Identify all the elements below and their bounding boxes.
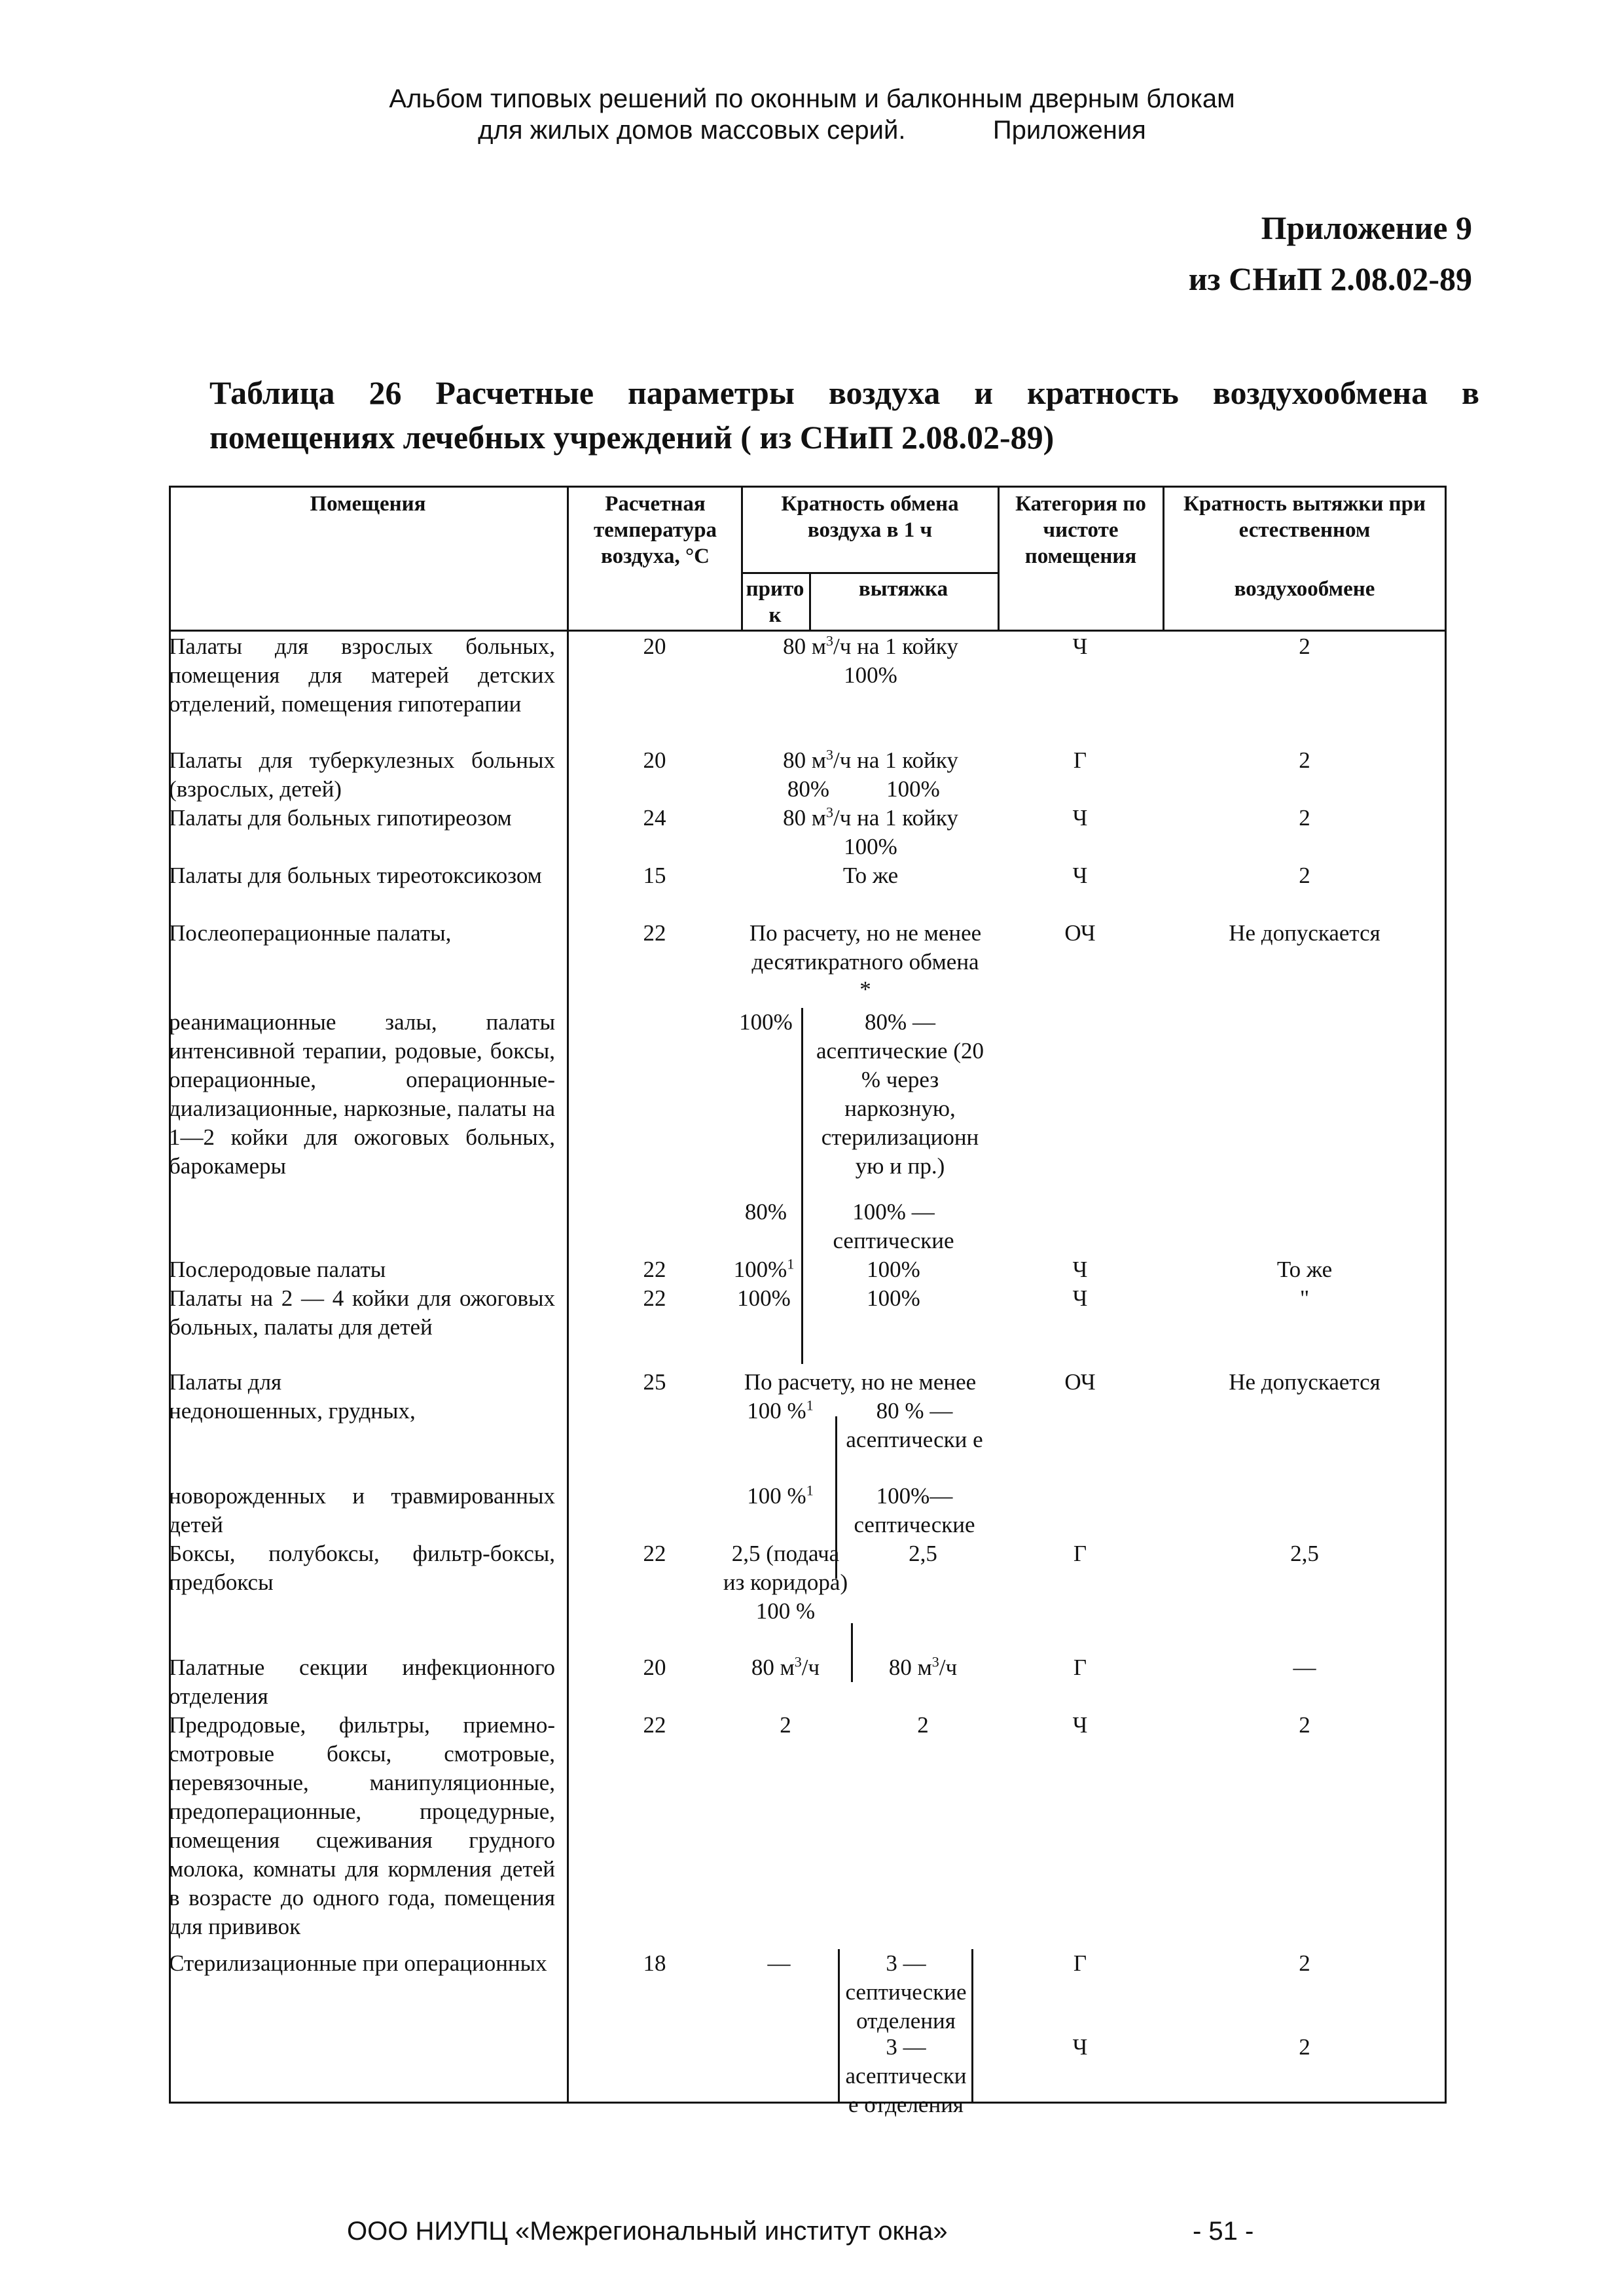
appendix-title: Приложение 9 bbox=[1261, 209, 1472, 246]
room-name: Предродовые, фильтры, приемно-смотровые боксы, смотровые, перевязочные, манипуляционные, предоперационные, процедурные, помещения сцеживания грудного молока, комнаты для кормления детей в возрасте до одного года, помещения для прививок bbox=[169, 1712, 555, 1939]
inflow-value: 2,5 (подача из коридора) 100 % bbox=[723, 1541, 848, 1624]
exchange-value bbox=[746, 632, 995, 661]
exhaust-value: 80% — асептические (20 % через наркозную, стерилизационн ую и пр.) bbox=[816, 1009, 984, 1179]
room-name: реанимационные залы, палаты интенсивной терапии, родовые, боксы, операционные, операционные-диализационные, наркозные, палаты на 1—2 койки для ожоговых больных, барокамеры bbox=[169, 1009, 555, 1179]
category-value: ОЧ bbox=[1064, 920, 1096, 946]
exchange-value bbox=[746, 746, 995, 775]
temperature-value: 20 bbox=[643, 747, 666, 773]
natural-exhaust-value: 2 bbox=[1299, 1950, 1310, 1976]
table-col-divider bbox=[851, 1623, 853, 1682]
exchange-percent: 100% bbox=[844, 662, 897, 688]
footnote-superscript: 1 bbox=[787, 1255, 795, 1272]
exchange-text: По расчету, но не менее bbox=[744, 1369, 977, 1395]
inflow-value: 2 bbox=[780, 1712, 791, 1738]
category-value: Ч bbox=[1072, 1257, 1088, 1282]
inflow-value bbox=[728, 1397, 833, 1426]
inflow-value: 100% bbox=[739, 1009, 793, 1035]
room-name: Палатные секции инфекционного отделения bbox=[169, 1655, 555, 1709]
category-value: Ч bbox=[1072, 1712, 1088, 1738]
header-line-1: Альбом типовых решений по оконным и балконным дверным блокам bbox=[389, 84, 1235, 113]
cube-superscript: 3 bbox=[826, 746, 834, 763]
header-air-exchange: Кратность обмена воздуха в 1 ч bbox=[781, 492, 959, 542]
natural-exhaust-value: " bbox=[1299, 1285, 1310, 1311]
room-name: Стерилизационные при операционных bbox=[169, 1950, 547, 1976]
inflow-text: 100% bbox=[733, 1257, 787, 1282]
table-caption bbox=[209, 370, 1479, 459]
header-exhaust: вытяжка bbox=[858, 577, 948, 601]
room-name: Послеоперационные палаты, bbox=[169, 920, 452, 946]
exhaust-value: 100% — септические bbox=[833, 1199, 954, 1253]
exhaust-value: 100%— септические bbox=[854, 1483, 975, 1537]
category-value: ОЧ bbox=[1064, 1369, 1096, 1395]
room-name: Палаты для туберкулезных больных (взрослых, детей) bbox=[169, 747, 555, 802]
exhaust-text: 80 м bbox=[888, 1655, 932, 1680]
category-value: Ч bbox=[1072, 634, 1088, 659]
table-col-divider bbox=[998, 486, 1000, 631]
temperature-value: 20 bbox=[643, 1655, 666, 1680]
exhaust-value: 2 bbox=[917, 1712, 929, 1738]
table-header-divider bbox=[169, 630, 1447, 632]
header-inflow: прито к bbox=[746, 577, 804, 627]
natural-exhaust-value: 2 bbox=[1299, 2034, 1310, 2060]
table-caption-line-1: Таблица 26 Расчетные параметры воздуха и кратность воздухообмена в bbox=[209, 374, 1479, 411]
temperature-value: 20 bbox=[643, 634, 666, 659]
room-name: Палаты для bbox=[169, 1369, 282, 1395]
footnote-superscript: 1 bbox=[806, 1397, 814, 1414]
exchange-text: десятикратного обмена bbox=[751, 949, 979, 975]
appendix-source: из СНиП 2.08.02-89 bbox=[1188, 260, 1472, 297]
table-col-divider bbox=[971, 1949, 973, 2104]
natural-exhaust-value: — bbox=[1293, 1655, 1316, 1680]
inflow-value bbox=[727, 1653, 844, 1682]
room-name: Палаты для взрослых больных, помещения для матерей детских отделений, помещения гипотерапии bbox=[169, 634, 555, 717]
header-natural-bottom: воздухообмене bbox=[1234, 577, 1375, 601]
exchange-footnote-mark: * bbox=[859, 977, 871, 1002]
temperature-value: 22 bbox=[643, 1257, 666, 1282]
footnote-superscript: 1 bbox=[806, 1482, 814, 1499]
exchange-text: /ч на 1 койку bbox=[833, 634, 958, 659]
table-col-divider bbox=[809, 573, 811, 631]
category-value: Ч bbox=[1072, 805, 1088, 831]
category-value: Г bbox=[1073, 1950, 1087, 1976]
footer-organization: ООО НИУПЦ «Межрегиональный институт окна» bbox=[347, 2217, 948, 2246]
natural-exhaust-value: 2 bbox=[1299, 747, 1310, 773]
inflow-text: 100 % bbox=[747, 1398, 806, 1424]
category-value: Г bbox=[1073, 1655, 1087, 1680]
exhaust-value: 3 — асептически е отделения bbox=[845, 2034, 967, 2117]
room-name: недоношенных, грудных, bbox=[169, 1398, 416, 1424]
temperature-value: 22 bbox=[643, 1712, 666, 1738]
room-name: новорожденных и травмированных детей bbox=[169, 1483, 555, 1537]
room-name: Боксы, полубоксы, фильтр-боксы, предбоксы bbox=[169, 1541, 555, 1595]
temperature-value: 22 bbox=[643, 1285, 666, 1311]
exhaust-value: 2,5 bbox=[909, 1541, 937, 1566]
natural-exhaust-value: Не допускается bbox=[1229, 1369, 1380, 1395]
header-line-2: для жилых домов массовых серий. Приложения bbox=[478, 116, 1146, 145]
exchange-percent: 100% bbox=[844, 834, 897, 859]
inflow-value bbox=[728, 1255, 800, 1284]
room-name: Палаты для больных гипотиреозом bbox=[169, 805, 512, 831]
exchange-value bbox=[746, 804, 995, 833]
exhaust-value: 100% bbox=[867, 1257, 920, 1282]
category-value: Ч bbox=[1072, 2034, 1088, 2060]
cube-superscript: 3 bbox=[826, 632, 834, 649]
category-value: Ч bbox=[1072, 1285, 1088, 1311]
table-col-divider bbox=[801, 1008, 803, 1364]
header-temperature: Расчетная температура воздуха, °С bbox=[593, 492, 717, 568]
temperature-value: 15 bbox=[643, 863, 666, 888]
temperature-value: 22 bbox=[643, 1541, 666, 1566]
temperature-value: 25 bbox=[643, 1369, 666, 1395]
header-rooms: Помещения bbox=[310, 492, 426, 516]
exchange-text: 80 м bbox=[783, 747, 827, 773]
room-name: Послеродовые палаты bbox=[169, 1257, 386, 1282]
table-col-divider bbox=[567, 486, 569, 2104]
natural-exhaust-value: 2,5 bbox=[1290, 1541, 1319, 1566]
cube-superscript: 3 bbox=[931, 1653, 939, 1670]
inflow-value: 100% bbox=[737, 1285, 791, 1311]
natural-exhaust-value: То же bbox=[1276, 1257, 1333, 1282]
exchange-text: 80 м bbox=[783, 634, 827, 659]
category-value: Ч bbox=[1072, 863, 1088, 888]
cube-superscript: 3 bbox=[826, 804, 834, 821]
exhaust-value bbox=[857, 1653, 988, 1682]
inflow-text: 80 м bbox=[751, 1655, 795, 1680]
inflow-value: 80% bbox=[744, 1199, 787, 1225]
header-natural-top: Кратность вытяжки при естественном bbox=[1183, 492, 1426, 542]
natural-exhaust-value: 2 bbox=[1299, 1712, 1310, 1738]
exchange-text: По расчету, но не менее bbox=[749, 920, 982, 946]
table-col-divider bbox=[838, 1949, 840, 2104]
exchange-text: /ч на 1 койку bbox=[833, 747, 958, 773]
inflow-text: 100 % bbox=[747, 1483, 806, 1509]
natural-exhaust-value: Не допускается bbox=[1229, 920, 1380, 946]
natural-exhaust-value: 2 bbox=[1299, 863, 1310, 888]
table-row-divider bbox=[741, 572, 998, 574]
page-number: - 51 - bbox=[1193, 2217, 1254, 2246]
natural-exhaust-value: 2 bbox=[1299, 634, 1310, 659]
exhaust-value: 80 % — асептически е bbox=[846, 1398, 983, 1452]
inflow-value: 80% bbox=[787, 776, 830, 802]
temperature-value: 24 bbox=[643, 805, 666, 831]
natural-exhaust-value: 2 bbox=[1299, 805, 1310, 831]
header-category: Категория по чистоте помещения bbox=[1015, 492, 1146, 568]
inflow-text: /ч bbox=[801, 1655, 820, 1680]
exhaust-value: 100% bbox=[886, 776, 940, 802]
room-name: Палаты на 2 — 4 койки для ожоговых больных, палаты для детей bbox=[169, 1285, 555, 1340]
exchange-text: /ч на 1 койку bbox=[833, 805, 958, 831]
exchange-text: 80 м bbox=[783, 805, 827, 831]
category-value: Г bbox=[1073, 1541, 1087, 1566]
temperature-value: 18 bbox=[643, 1950, 666, 1976]
cube-superscript: 3 bbox=[794, 1653, 802, 1670]
inflow-value bbox=[728, 1482, 833, 1511]
exhaust-value: 100% bbox=[867, 1285, 920, 1311]
category-value: Г bbox=[1073, 747, 1087, 773]
inflow-value: — bbox=[767, 1950, 791, 1976]
table-col-divider bbox=[1163, 486, 1164, 631]
room-name: Палаты для больных тиреотоксикозом bbox=[169, 863, 542, 888]
table-caption-line-2: помещениях лечебных учреждений ( из СНиП 2.08.02-89) bbox=[209, 419, 1055, 456]
exhaust-value: 3 — септические отделения bbox=[845, 1950, 967, 2034]
exchange-value: То же bbox=[842, 863, 899, 888]
exhaust-text: /ч bbox=[939, 1655, 958, 1680]
temperature-value: 22 bbox=[643, 920, 666, 946]
